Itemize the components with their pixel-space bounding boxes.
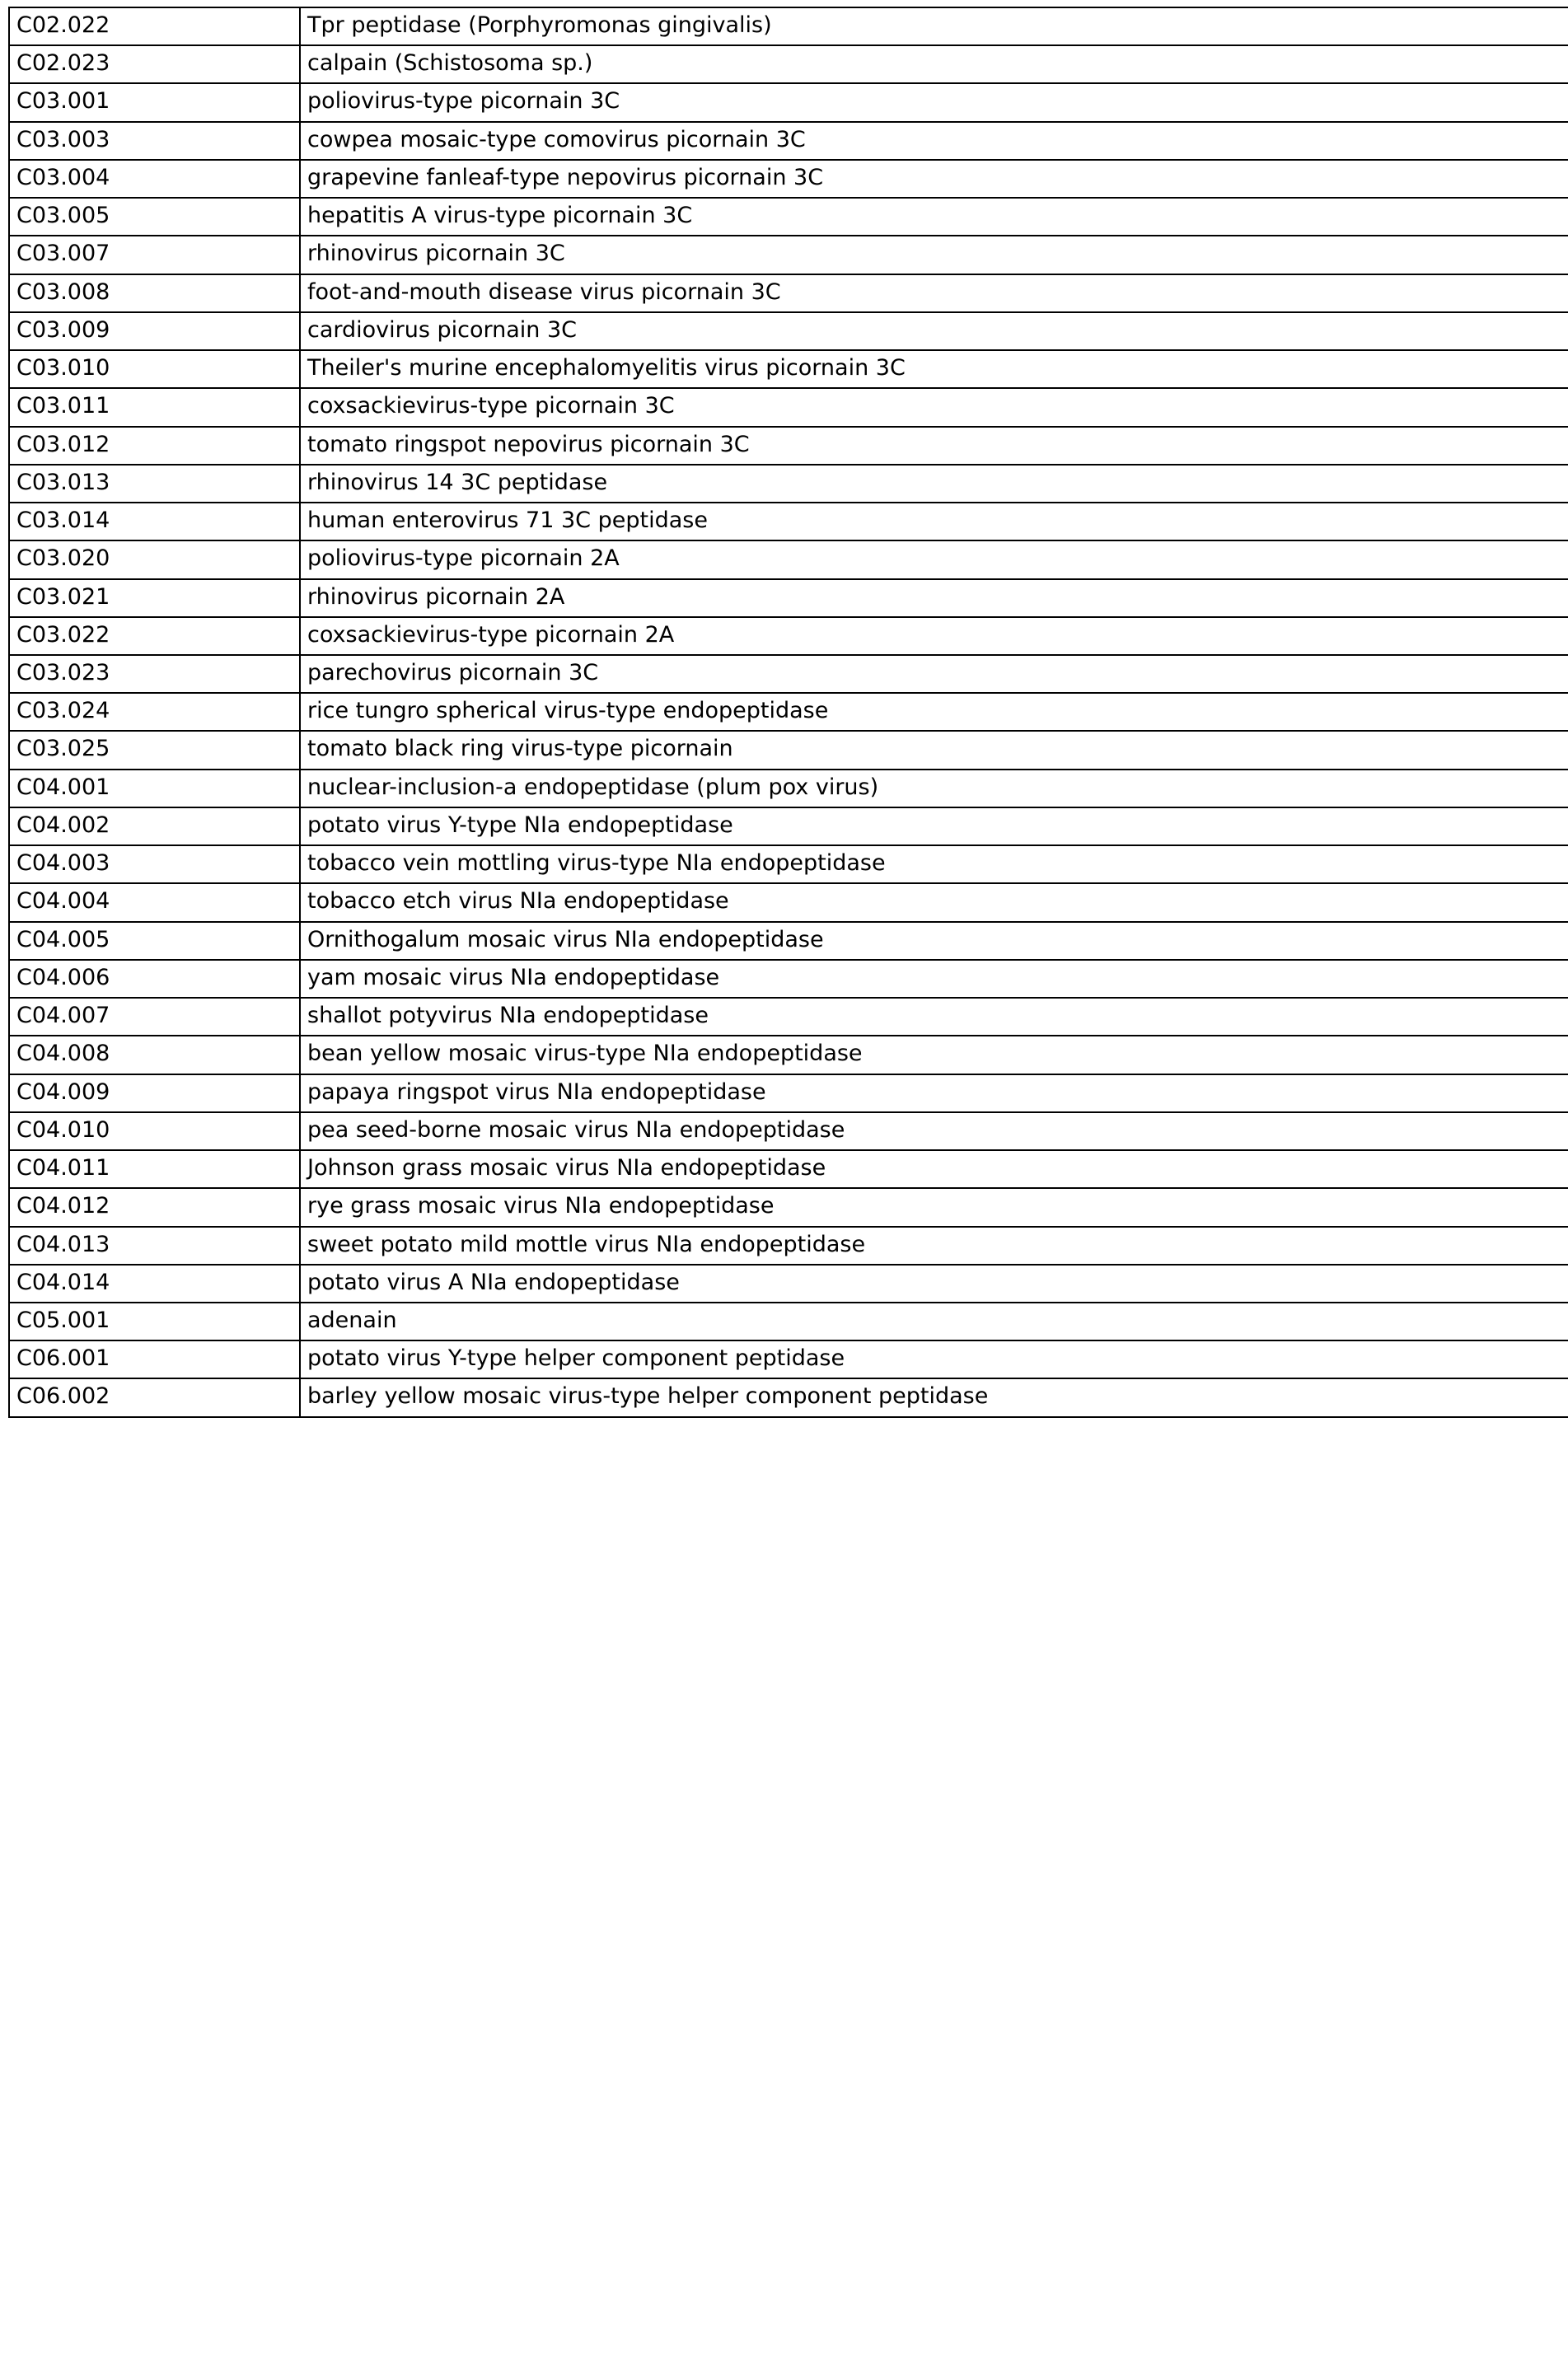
table-row bbox=[9, 7, 1568, 45]
peptidase-code-cell: C03.020 bbox=[9, 540, 300, 578]
peptidase-code-cell: C03.005 bbox=[9, 198, 300, 236]
peptidase-name-cell: tobacco vein mottling virus-type NIa endopeptidase bbox=[300, 845, 1568, 883]
peptidase-name-cell: tomato black ring virus-type picornain bbox=[300, 731, 1568, 769]
table-row bbox=[9, 807, 1568, 845]
table-row bbox=[9, 1303, 1568, 1340]
peptidase-name-cell: coxsackievirus-type picornain 2A bbox=[300, 617, 1568, 655]
peptidase-name-cell: Ornithogalum mosaic virus NIa endopeptidase bbox=[300, 922, 1568, 960]
peptidase-name-cell: adenain bbox=[300, 1303, 1568, 1340]
table-row bbox=[9, 731, 1568, 769]
table-row bbox=[9, 883, 1568, 921]
table-row bbox=[9, 1074, 1568, 1112]
table-row bbox=[9, 922, 1568, 960]
peptidase-code-cell: C04.010 bbox=[9, 1112, 300, 1150]
table-row bbox=[9, 83, 1568, 121]
peptidase-code-cell: C04.013 bbox=[9, 1227, 300, 1265]
peptidase-code-cell: C04.011 bbox=[9, 1150, 300, 1188]
peptidase-name-cell: calpain (Schistosoma sp.) bbox=[300, 45, 1568, 83]
table-row bbox=[9, 1112, 1568, 1150]
table-row bbox=[9, 960, 1568, 998]
peptidase-name-cell: tobacco etch virus NIa endopeptidase bbox=[300, 883, 1568, 921]
table-row bbox=[9, 770, 1568, 807]
peptidase-code-cell: C03.001 bbox=[9, 83, 300, 121]
table-row bbox=[9, 198, 1568, 236]
table-row bbox=[9, 122, 1568, 160]
peptidase-name-cell: poliovirus-type picornain 2A bbox=[300, 540, 1568, 578]
peptidase-code-cell: C03.007 bbox=[9, 236, 300, 274]
table-row bbox=[9, 540, 1568, 578]
table-row bbox=[9, 1265, 1568, 1303]
peptidase-name-cell: potato virus Y-type helper component peptidase bbox=[300, 1340, 1568, 1378]
peptidase-name-cell: Johnson grass mosaic virus NIa endopeptidase bbox=[300, 1150, 1568, 1188]
peptidase-code-cell: C04.006 bbox=[9, 960, 300, 998]
peptidase-name-cell: Tpr peptidase (Porphyromonas gingivalis) bbox=[300, 7, 1568, 45]
peptidase-name-cell: foot-and-mouth disease virus picornain 3C bbox=[300, 274, 1568, 312]
peptidase-name-cell: coxsackievirus-type picornain 3C bbox=[300, 388, 1568, 426]
table-row bbox=[9, 693, 1568, 731]
peptidase-name-cell: yam mosaic virus NIa endopeptidase bbox=[300, 960, 1568, 998]
table-row bbox=[9, 655, 1568, 693]
peptidase-name-cell: grapevine fanleaf-type nepovirus picornain 3C bbox=[300, 160, 1568, 198]
peptidase-name-cell: barley yellow mosaic virus-type helper component peptidase bbox=[300, 1378, 1568, 1416]
table-row bbox=[9, 236, 1568, 274]
table-row bbox=[9, 1227, 1568, 1265]
table-row bbox=[9, 465, 1568, 503]
peptidase-name-cell: pea seed-borne mosaic virus NIa endopeptidase bbox=[300, 1112, 1568, 1150]
peptidase-name-cell: human enterovirus 71 3C peptidase bbox=[300, 503, 1568, 540]
peptidase-code-cell: C04.003 bbox=[9, 845, 300, 883]
table-row bbox=[9, 845, 1568, 883]
peptidase-table bbox=[8, 7, 1568, 1418]
peptidase-name-cell: rice tungro spherical virus-type endopeptidase bbox=[300, 693, 1568, 731]
table-row bbox=[9, 312, 1568, 350]
table-row bbox=[9, 1036, 1568, 1074]
table-row bbox=[9, 617, 1568, 655]
table-row bbox=[9, 1150, 1568, 1188]
peptidase-code-cell: C04.012 bbox=[9, 1188, 300, 1226]
peptidase-code-cell: C03.023 bbox=[9, 655, 300, 693]
peptidase-code-cell: C03.010 bbox=[9, 350, 300, 388]
table-row bbox=[9, 1188, 1568, 1226]
peptidase-name-cell: poliovirus-type picornain 3C bbox=[300, 83, 1568, 121]
table-row bbox=[9, 350, 1568, 388]
peptidase-code-cell: C02.022 bbox=[9, 7, 300, 45]
peptidase-name-cell: parechovirus picornain 3C bbox=[300, 655, 1568, 693]
peptidase-code-cell: C06.001 bbox=[9, 1340, 300, 1378]
peptidase-name-cell: tomato ringspot nepovirus picornain 3C bbox=[300, 427, 1568, 465]
peptidase-code-cell: C03.008 bbox=[9, 274, 300, 312]
peptidase-code-cell: C03.003 bbox=[9, 122, 300, 160]
peptidase-name-cell: rye grass mosaic virus NIa endopeptidase bbox=[300, 1188, 1568, 1226]
peptidase-name-cell: rhinovirus picornain 3C bbox=[300, 236, 1568, 274]
table-row bbox=[9, 1378, 1568, 1416]
peptidase-code-cell: C03.021 bbox=[9, 579, 300, 617]
peptidase-code-cell: C03.025 bbox=[9, 731, 300, 769]
peptidase-code-cell: C06.002 bbox=[9, 1378, 300, 1416]
peptidase-code-cell: C04.009 bbox=[9, 1074, 300, 1112]
table-row bbox=[9, 579, 1568, 617]
peptidase-code-cell: C04.008 bbox=[9, 1036, 300, 1074]
peptidase-name-cell: potato virus Y-type NIa endopeptidase bbox=[300, 807, 1568, 845]
peptidase-name-cell: rhinovirus picornain 2A bbox=[300, 579, 1568, 617]
peptidase-name-cell: shallot potyvirus NIa endopeptidase bbox=[300, 998, 1568, 1036]
peptidase-code-cell: C02.023 bbox=[9, 45, 300, 83]
peptidase-name-cell: bean yellow mosaic virus-type NIa endopeptidase bbox=[300, 1036, 1568, 1074]
peptidase-name-cell: nuclear-inclusion-a endopeptidase (plum pox virus) bbox=[300, 770, 1568, 807]
peptidase-name-cell: cowpea mosaic-type comovirus picornain 3C bbox=[300, 122, 1568, 160]
peptidase-name-cell: potato virus A NIa endopeptidase bbox=[300, 1265, 1568, 1303]
table-row bbox=[9, 998, 1568, 1036]
table-body bbox=[9, 7, 1568, 1417]
peptidase-code-cell: C03.024 bbox=[9, 693, 300, 731]
peptidase-code-cell: C04.001 bbox=[9, 770, 300, 807]
peptidase-name-cell: cardiovirus picornain 3C bbox=[300, 312, 1568, 350]
table-row bbox=[9, 427, 1568, 465]
peptidase-name-cell: rhinovirus 14 3C peptidase bbox=[300, 465, 1568, 503]
peptidase-code-cell: C05.001 bbox=[9, 1303, 300, 1340]
peptidase-code-cell: C03.011 bbox=[9, 388, 300, 426]
peptidase-name-cell: Theiler's murine encephalomyelitis virus picornain 3C bbox=[300, 350, 1568, 388]
table-row bbox=[9, 1340, 1568, 1378]
peptidase-code-cell: C03.004 bbox=[9, 160, 300, 198]
table-row bbox=[9, 388, 1568, 426]
table-row bbox=[9, 160, 1568, 198]
peptidase-code-cell: C04.007 bbox=[9, 998, 300, 1036]
table-row bbox=[9, 45, 1568, 83]
table-row bbox=[9, 503, 1568, 540]
peptidase-code-cell: C04.005 bbox=[9, 922, 300, 960]
peptidase-name-cell: hepatitis A virus-type picornain 3C bbox=[300, 198, 1568, 236]
peptidase-code-cell: C04.002 bbox=[9, 807, 300, 845]
peptidase-code-cell: C03.013 bbox=[9, 465, 300, 503]
table-row bbox=[9, 274, 1568, 312]
peptidase-code-cell: C04.014 bbox=[9, 1265, 300, 1303]
peptidase-code-cell: C03.009 bbox=[9, 312, 300, 350]
peptidase-code-cell: C04.004 bbox=[9, 883, 300, 921]
peptidase-name-cell: papaya ringspot virus NIa endopeptidase bbox=[300, 1074, 1568, 1112]
peptidase-name-cell: sweet potato mild mottle virus NIa endopeptidase bbox=[300, 1227, 1568, 1265]
peptidase-code-cell: C03.014 bbox=[9, 503, 300, 540]
peptidase-code-cell: C03.022 bbox=[9, 617, 300, 655]
peptidase-code-cell: C03.012 bbox=[9, 427, 300, 465]
